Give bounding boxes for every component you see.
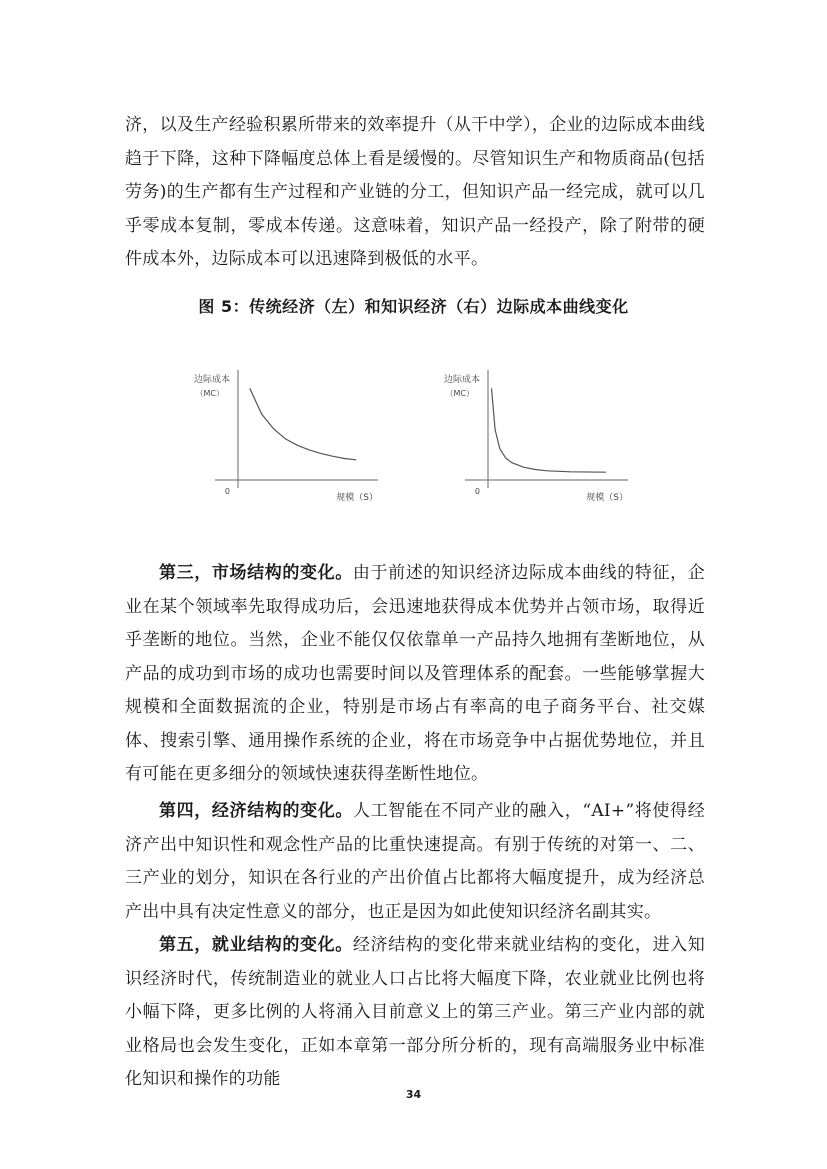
origin-label: 0 [224, 487, 230, 496]
paragraph-body: 人工智能在不同产业的融入，“AI+”将使得经济产出中知识性和观念性产品的比重快速提高。有别于传统的对第一、二、三产业的划分，知识在各行业的产出价值占比都将大幅度提升，成为经济总产出中具有决定性意义的部分，也正是因为如此使知识经济名副其实。 [125, 801, 705, 922]
marginal-cost-curve [250, 388, 356, 460]
x-axis-label: 规模（S） [586, 493, 628, 503]
y-axis-unit: （MC） [445, 389, 474, 398]
origin-label: 0 [474, 487, 480, 496]
paragraph-intro: 济，以及生产经验积累所带来的效率提升（从干中学），企业的边际成本曲线趋于下降，这种下降幅度总体上看是缓慢的。尽管知识生产和物质商品(包括劳务)的生产都有生产过程和产业链的分工，但知识产品一经完成，就可以几乎零成本复制，零成本传递。这意味着，知识产品一经投产，除了附带的硬件成本外，边际成本可以迅速降到极低的水平。 [125, 115, 705, 269]
paragraph-employment-structure [125, 929, 705, 1097]
paragraph-lead: 第五，就业结构的变化。 [159, 935, 353, 955]
paragraph-market-structure [125, 557, 705, 792]
page-number: 34 [405, 1088, 422, 1101]
y-axis-unit: （MC） [195, 389, 224, 398]
chart-traditional-svg [190, 360, 390, 510]
figure-title: 图 5：传统经济（左）和知识经济（右）边际成本曲线变化 [198, 297, 629, 316]
chart-traditional-economy [190, 360, 390, 514]
x-axis-label: 规模（S） [336, 493, 378, 503]
paragraph-body: 由于前述的知识经济边际成本曲线的特征，企业在某个领域率先取得成功后，会迅速地获得成本优势并占领市场，取得近乎垄断的地位。当然，企业不能仅仅依靠单一产品持久地拥有垄断地位，从产品的成功到市场的成功也需要时间以及管理体系的配套。一些能够掌握大规模和全面数据流的企业，特别是市场占有率高的电子商务平台、社交媒体、搜索引擎、通用操作系统的企业，将在市场竞争中占据优势地位，并且有可能在更多细分的领域快速获得垄断性地位。 [125, 563, 705, 784]
chart-knowledge-svg [440, 360, 640, 510]
marginal-cost-curve [492, 388, 607, 472]
chart-knowledge-economy [440, 360, 640, 514]
paragraph-economic-structure [125, 795, 705, 929]
paragraph-lead: 第三，市场结构的变化。 [159, 563, 353, 583]
paragraph-lead: 第四，经济结构的变化。 [159, 801, 354, 821]
y-axis-label: 边际成本 [443, 375, 480, 385]
y-axis-label: 边际成本 [193, 375, 230, 385]
paragraph-body: 经济结构的变化带来就业结构的变化，进入知识经济时代，传统制造业的就业人口占比将大幅度下降，农业就业比例也将小幅下降，更多比例的人将涌入目前意义上的第三产业。第三产业内部的就业格局也会发生变化，正如本章第一部分所分析的，现有高端服务业中标准化知识和操作的功能 [125, 935, 705, 1089]
